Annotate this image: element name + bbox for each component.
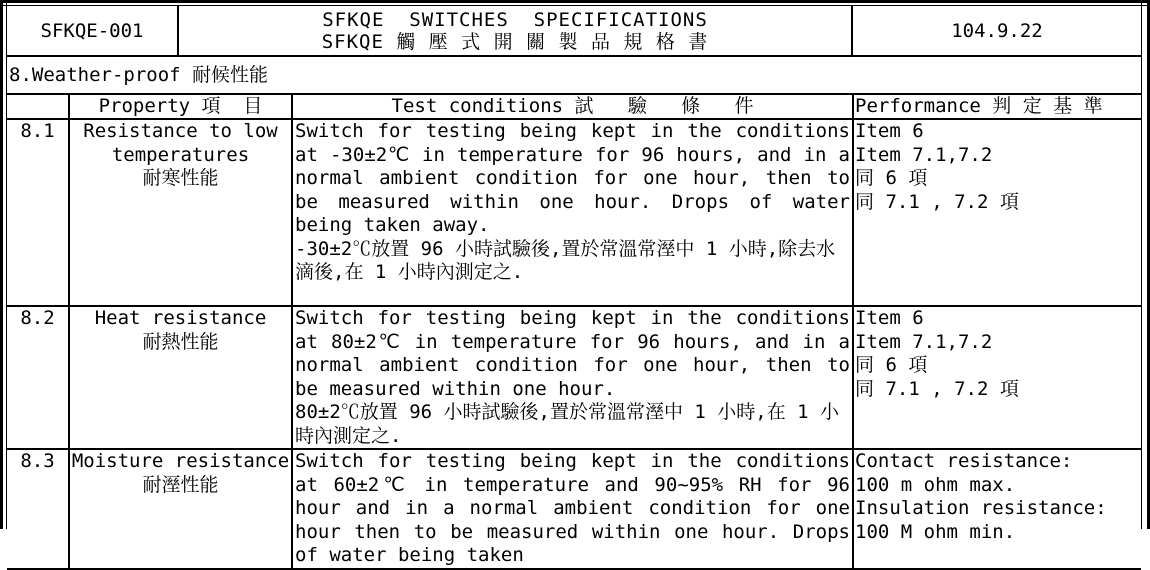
property-english: Moisture resistance	[71, 450, 290, 472]
property-english: Resistance to low temperatures	[83, 120, 278, 166]
column-header-performance: Performance 判 定 基 準	[853, 95, 1141, 119]
column-header-test: Test conditions 試 驗 條 件	[292, 95, 853, 119]
document-header	[7, 6, 1141, 57]
performance-line: 同 7.1 , 7.2 項	[855, 377, 1019, 400]
row-number: 8.3	[7, 449, 69, 569]
test-chinese: 80±2℃放置 96 小時試驗後,置於常溫常溼中 1 小時,在 1 小時內測定之.	[295, 401, 840, 447]
performance-line: 100 M ohm min.	[855, 520, 1016, 543]
property-cell	[69, 119, 292, 306]
frame-left-border	[0, 0, 7, 529]
performance-line: Item 7.1,7.2	[855, 143, 993, 166]
spec-table	[7, 95, 1141, 570]
performance-cell	[853, 449, 1141, 569]
frame-right-border	[1141, 0, 1150, 529]
doc-code: SFKQE-001	[7, 6, 179, 55]
test-english: Switch for testing being kept in the conditions at -30±2℃ in temperature for 96 hours, and in a normal ambient condition for one hour, then to be measured within one hour. Drops of water being taken away.	[295, 120, 850, 236]
table-row	[7, 449, 1141, 569]
test-conditions-cell	[292, 306, 853, 449]
test-english: Switch for testing being kept in the conditions at 60±2℃ in temperature and 90~95% RH for 96 hour and in a normal ambient condition for one hour then to be measured within one hour. Drops of water being taken	[295, 450, 850, 566]
property-chinese: 耐寒性能	[142, 167, 219, 189]
test-conditions-cell	[292, 119, 853, 306]
row-number: 8.1	[7, 119, 69, 306]
performance-cell	[853, 119, 1141, 306]
doc-title-chinese: SFKQE 觸 壓 式 開 關 製 品 規 格 書	[321, 30, 709, 53]
performance-line: 100 m ohm max.	[855, 473, 1016, 496]
performance-line: 同 6 項	[855, 354, 928, 376]
column-header-row	[7, 95, 1141, 119]
property-cell	[69, 449, 292, 569]
column-header-no	[7, 95, 69, 119]
property-chinese: 耐溼性能	[142, 473, 219, 496]
property-chinese: 耐熱性能	[142, 330, 219, 353]
performance-cell	[853, 306, 1141, 449]
doc-title-english: SFKQE SWITCHES SPECIFICATIONS	[322, 8, 708, 31]
table-row	[7, 306, 1141, 449]
test-chinese: -30±2℃放置 96 小時試驗後,置於常溫常溼中 1 小時,除去水滴後,在 1 小時內測定之.	[295, 237, 836, 283]
row-number: 8.2	[7, 306, 69, 449]
doc-title	[179, 6, 853, 55]
performance-line: Item 6	[855, 307, 924, 329]
performance-line: Insulation resistance:	[855, 497, 1107, 519]
property-cell	[69, 306, 292, 449]
performance-line: Item 6	[855, 120, 924, 142]
test-english: Switch for testing being kept in the conditions at 80±2℃ in temperature for 96 hours, and in a normal ambient condition for one hour, then to be measured within one hour.	[295, 307, 850, 400]
column-header-property: Property 項 目	[69, 95, 292, 119]
performance-line: Contact resistance:	[855, 450, 1073, 472]
table-row	[7, 119, 1141, 306]
test-conditions-cell	[292, 449, 853, 569]
doc-date: 104.9.22	[951, 19, 1043, 42]
section-title: 8.Weather-proof 耐候性能	[7, 57, 1141, 95]
performance-line: 同 6 項	[855, 167, 928, 189]
property-english: Heat resistance	[94, 307, 267, 329]
performance-line: Item 7.1,7.2	[855, 330, 993, 353]
performance-line: 同 7.1 , 7.2 項	[855, 190, 1019, 213]
